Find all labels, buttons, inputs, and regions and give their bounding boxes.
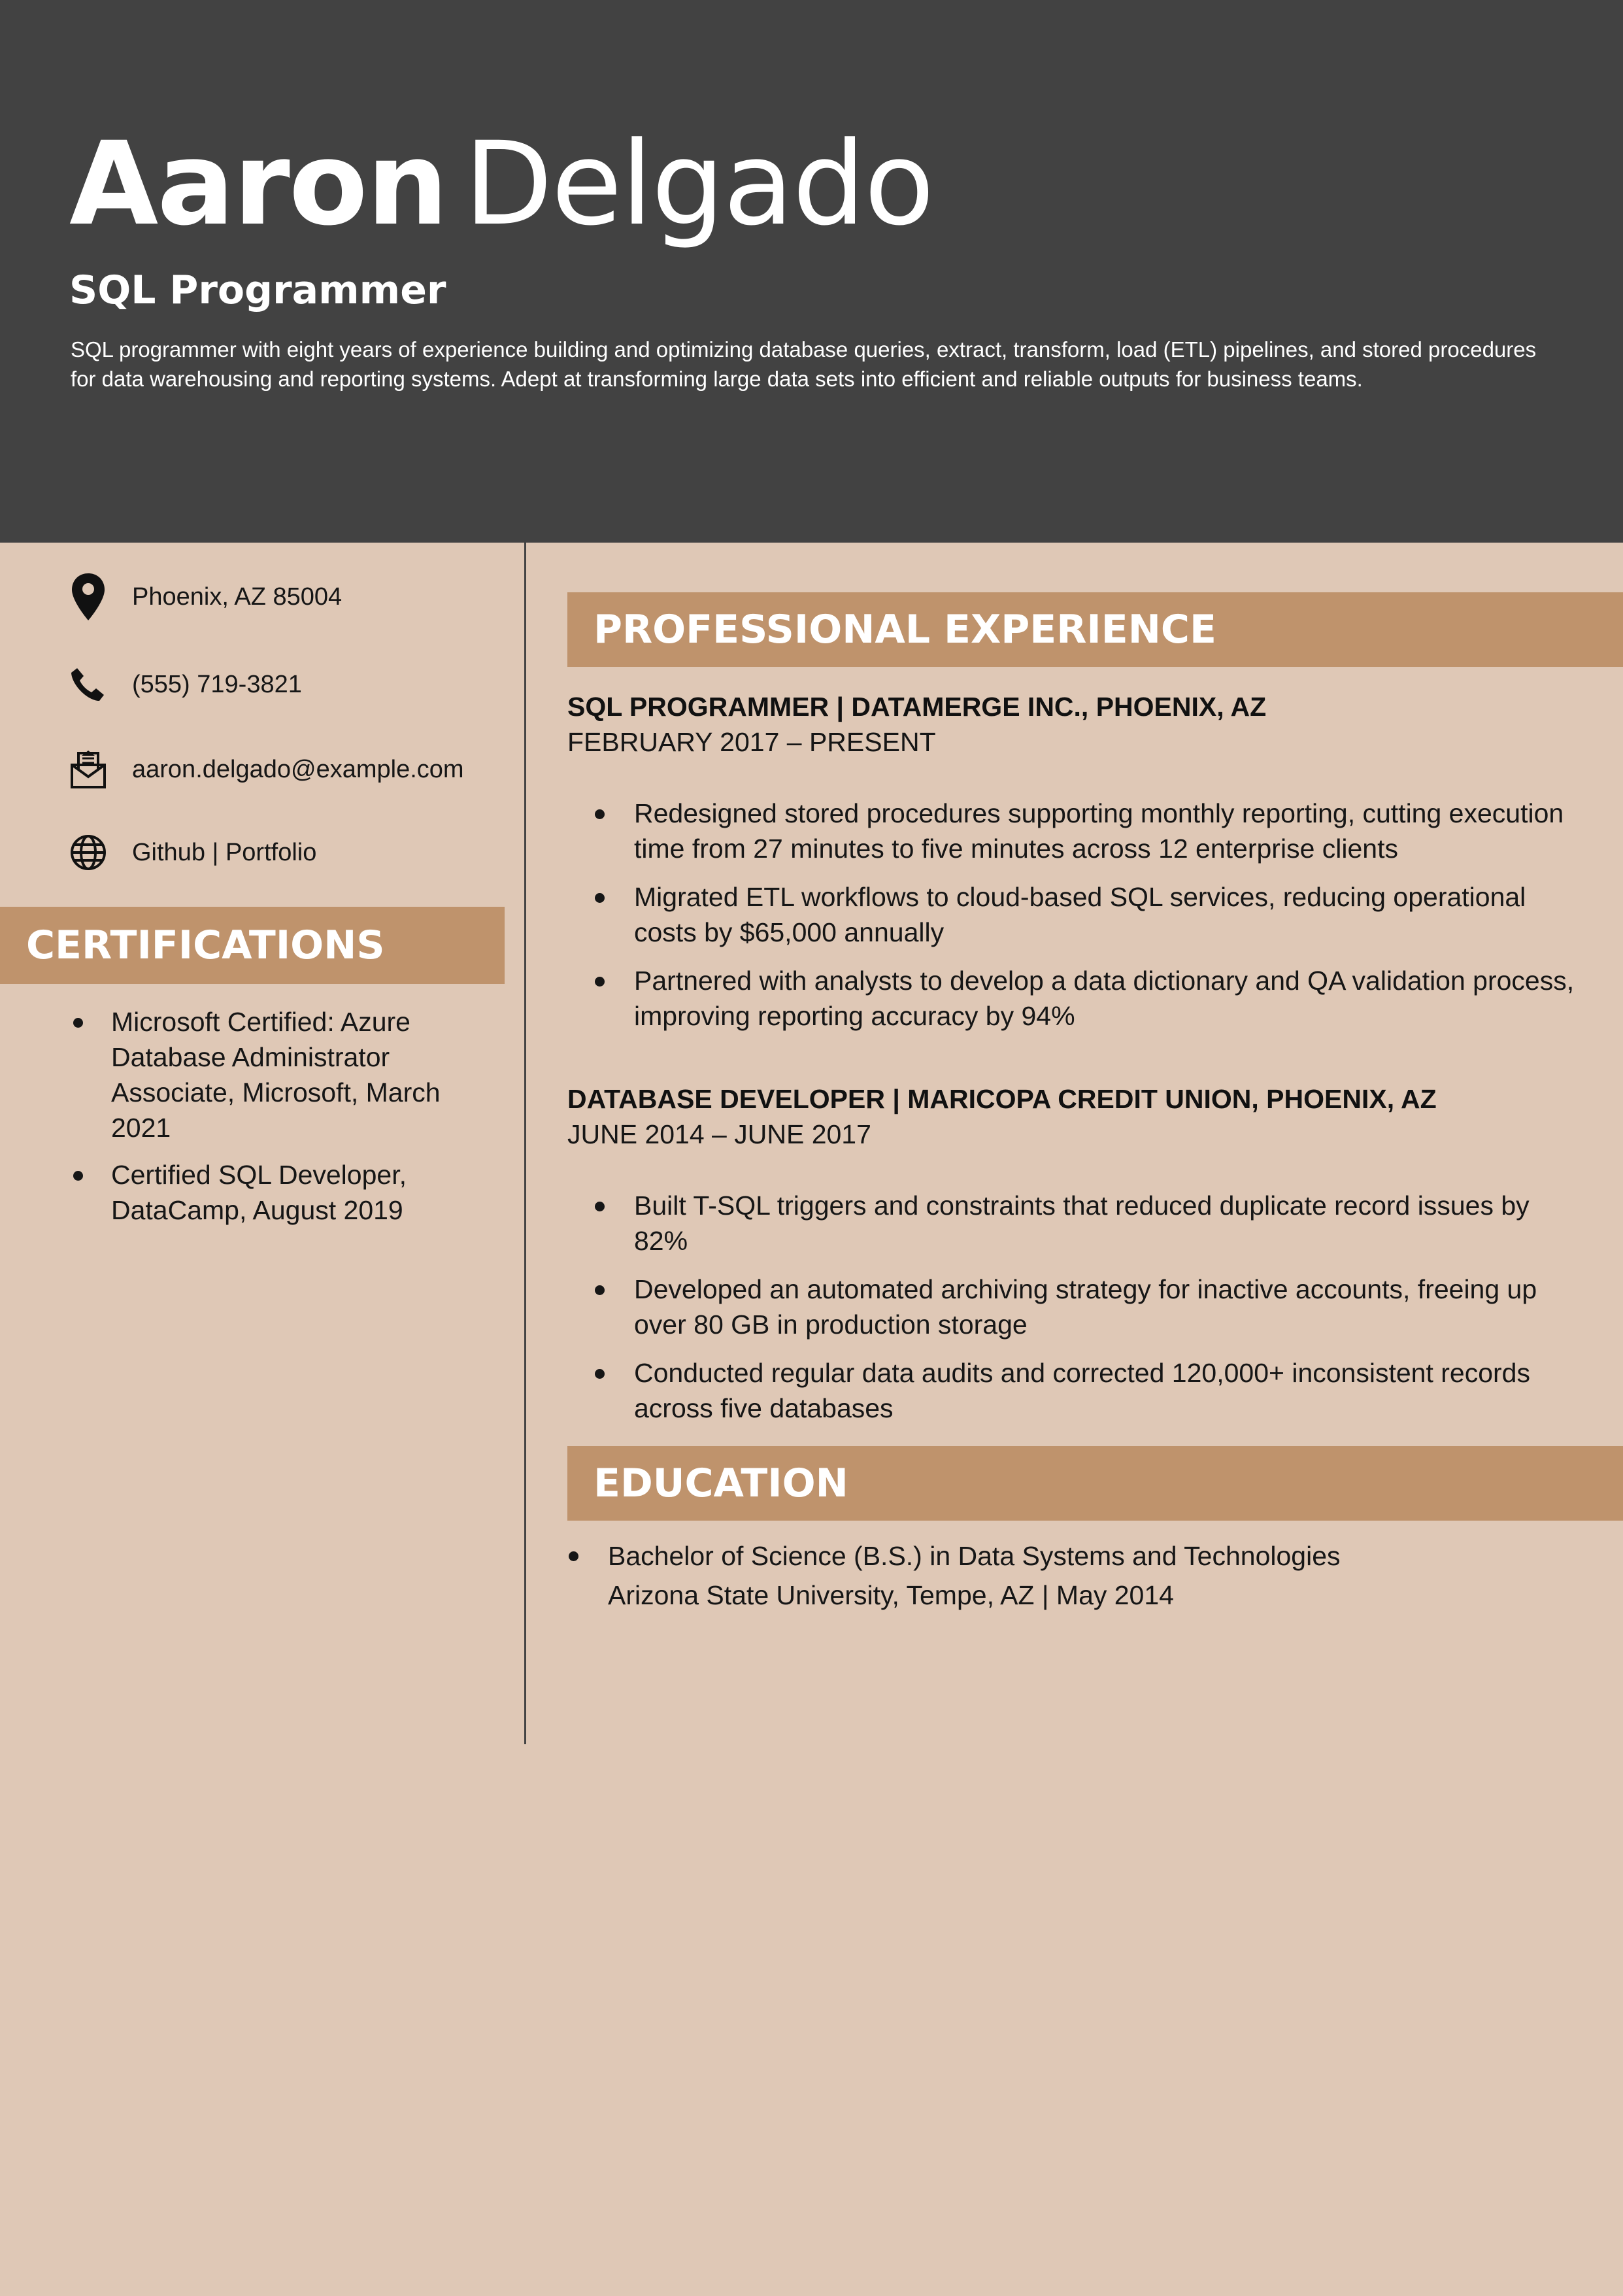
job-bullets	[595, 1188, 1575, 1439]
education-list	[567, 1536, 1548, 1615]
job-bullets	[595, 796, 1575, 1047]
email-text[interactable]: aaron.delgado@example.com	[132, 756, 464, 783]
first-name: Aaron	[69, 117, 447, 251]
contact-phone	[69, 658, 514, 711]
list-item: Redesigned stored procedures supporting monthly reporting, cutting execution time from 27 minutes to five minutes across 12 enterprise clients	[595, 796, 1575, 866]
list-item: Developed an automated archiving strategy for inactive accounts, freeing up over 80 GB in production storage	[595, 1272, 1575, 1342]
location-text: Phoenix, AZ 85004	[132, 583, 343, 611]
list-item: Migrated ETL workflows to cloud-based SQL services, reducing operational costs by $65,000 annually	[595, 879, 1575, 950]
list-item: Partnered with analysts to develop a data dictionary and QA validation process, improving reporting accuracy by 94%	[595, 963, 1575, 1034]
contact-links[interactable]	[69, 826, 514, 879]
list-item: Built T-SQL triggers and constraints that reduced duplicate record issues by 82%	[595, 1188, 1575, 1258]
education-heading: EDUCATION	[567, 1446, 1623, 1521]
degree: Bachelor of Science (B.S.) in Data Systems and Technologies	[608, 1541, 1341, 1571]
list-item	[567, 1536, 1548, 1615]
phone-text: (555) 719-3821	[132, 671, 302, 698]
column-divider	[524, 543, 526, 1744]
school-line: Arizona State University, Tempe, AZ | May 2014	[608, 1580, 1174, 1610]
full-name	[69, 112, 933, 256]
globe-icon	[69, 834, 107, 871]
job-title-line: SQL PROGRAMMER | DATAMERGE INC., PHOENIX, AZ	[567, 692, 1267, 722]
list-item: Microsoft Certified: Azure Database Administrator Associate, Microsoft, March 2021	[73, 1004, 478, 1145]
job-title-line: DATABASE DEVELOPER | MARICOPA CREDIT UNION, PHOENIX, AZ	[567, 1084, 1437, 1114]
summary: SQL programmer with eight years of experience building and optimizing database queries, extract, transform, load (ETL) pipelines, and stored procedures for data warehousing and reporting systems. Adept at transforming large data sets into efficient and reliable outputs for business teams.	[71, 337, 1537, 391]
list-item: Conducted regular data audits and corrected 120,000+ inconsistent records across five databases	[595, 1355, 1575, 1426]
job-dates: JUNE 2014 – JUNE 2017	[567, 1119, 871, 1149]
list-item: Certified SQL Developer, DataCamp, August 2019	[73, 1157, 478, 1228]
job-dates: FEBRUARY 2017 – PRESENT	[567, 727, 936, 757]
contact-location	[69, 571, 514, 623]
job-title: SQL Programmer	[69, 267, 446, 313]
resume-header	[0, 0, 1623, 543]
last-name: Delgado	[463, 117, 933, 251]
experience-heading: PROFESSIONAL EXPERIENCE	[567, 592, 1623, 667]
certifications-list	[73, 1004, 478, 1240]
contact-email[interactable]	[69, 743, 514, 796]
location-pin-icon	[69, 578, 107, 616]
links-text[interactable]: Github | Portfolio	[132, 839, 317, 866]
envelope-icon	[69, 751, 107, 788]
certifications-heading: CERTIFICATIONS	[0, 907, 505, 984]
phone-icon	[69, 666, 107, 703]
